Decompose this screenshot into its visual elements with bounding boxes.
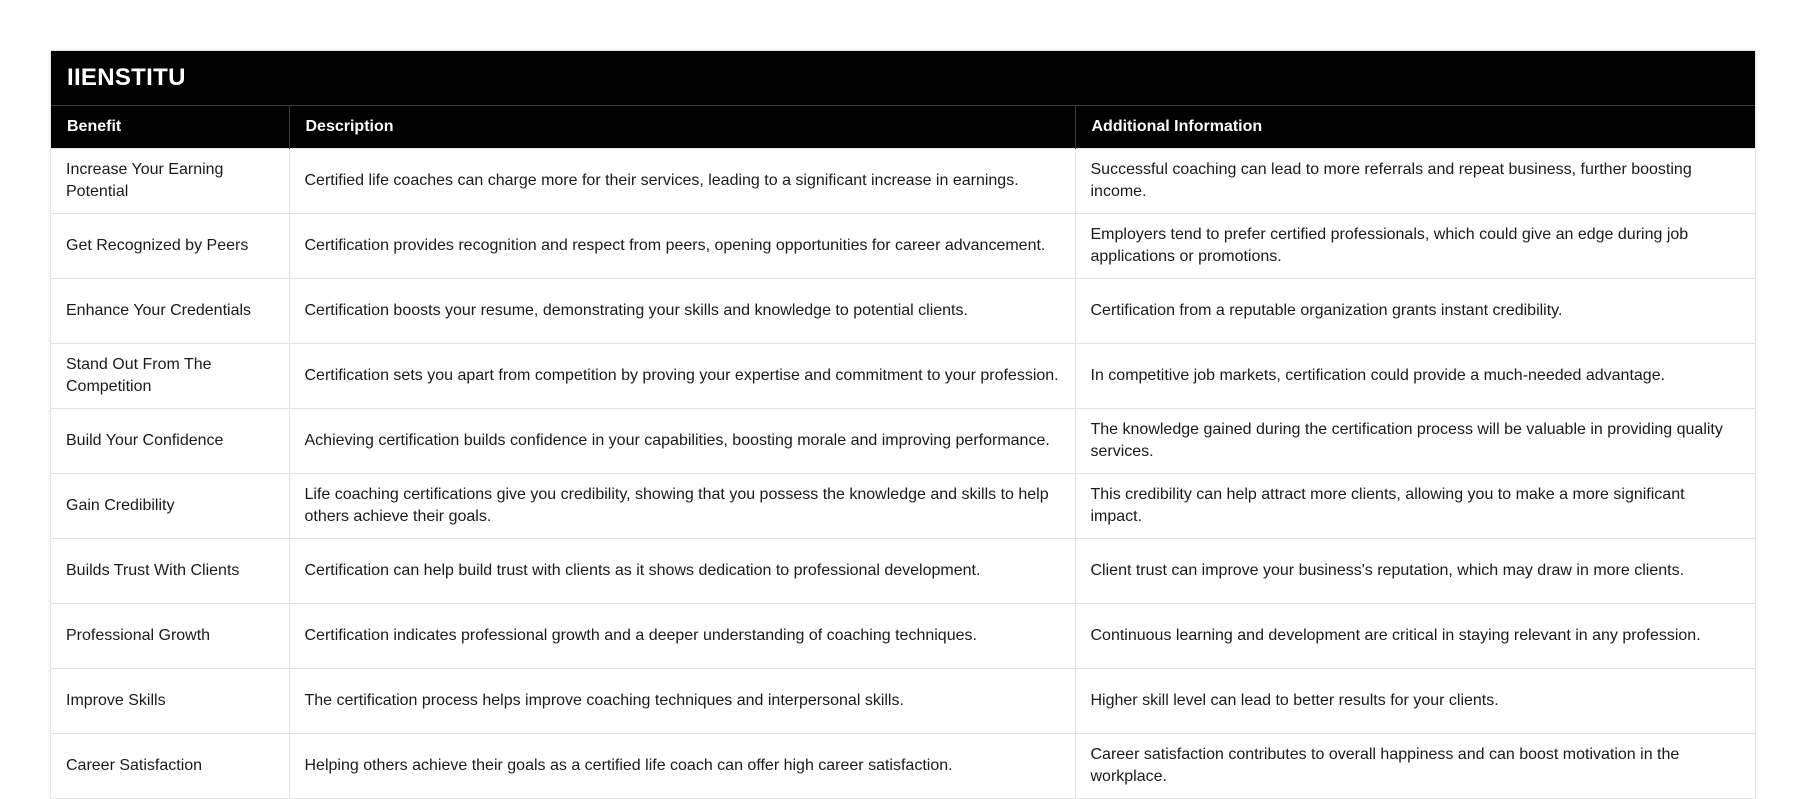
table-row bbox=[51, 669, 1755, 734]
description-cell: Certified life coaches can charge more for their services, leading to a significant increase in earnings. bbox=[289, 149, 1075, 214]
additional-info-cell: Career satisfaction contributes to overall happiness and can boost motivation in the workplace. bbox=[1075, 734, 1755, 799]
description-cell: Certification sets you apart from competition by proving your expertise and commitment to your profession. bbox=[289, 344, 1075, 409]
additional-info-cell: Client trust can improve your business's reputation, which may draw in more clients. bbox=[1075, 539, 1755, 604]
benefit-cell: Get Recognized by Peers bbox=[51, 214, 289, 279]
benefits-table-container bbox=[50, 50, 1756, 799]
benefit-cell: Builds Trust With Clients bbox=[51, 539, 289, 604]
additional-info-cell: Higher skill level can lead to better results for your clients. bbox=[1075, 669, 1755, 734]
table-row bbox=[51, 409, 1755, 474]
column-header-description: Description bbox=[289, 106, 1075, 149]
column-header-additional-information: Additional Information bbox=[1075, 106, 1755, 149]
table-row bbox=[51, 279, 1755, 344]
additional-info-cell: In competitive job markets, certification could provide a much-needed advantage. bbox=[1075, 344, 1755, 409]
description-cell: Life coaching certifications give you credibility, showing that you possess the knowledge and skills to help others achieve their goals. bbox=[289, 474, 1075, 539]
benefit-cell: Stand Out From The Competition bbox=[51, 344, 289, 409]
benefit-cell: Professional Growth bbox=[51, 604, 289, 669]
description-cell: Certification can help build trust with clients as it shows dedication to professional development. bbox=[289, 539, 1075, 604]
benefit-cell: Enhance Your Credentials bbox=[51, 279, 289, 344]
description-cell: Certification indicates professional growth and a deeper understanding of coaching techniques. bbox=[289, 604, 1075, 669]
table-row bbox=[51, 474, 1755, 539]
benefit-cell: Increase Your Earning Potential bbox=[51, 149, 289, 214]
table-row bbox=[51, 149, 1755, 214]
table-row bbox=[51, 539, 1755, 604]
column-header-benefit: Benefit bbox=[51, 106, 289, 149]
description-cell: Helping others achieve their goals as a certified life coach can offer high career satisfaction. bbox=[289, 734, 1075, 799]
description-cell: Certification boosts your resume, demonstrating your skills and knowledge to potential clients. bbox=[289, 279, 1075, 344]
table-row bbox=[51, 604, 1755, 669]
table-row bbox=[51, 344, 1755, 409]
additional-info-cell: Continuous learning and development are critical in staying relevant in any profession. bbox=[1075, 604, 1755, 669]
benefit-cell: Gain Credibility bbox=[51, 474, 289, 539]
description-cell: Achieving certification builds confidence in your capabilities, boosting morale and improving performance. bbox=[289, 409, 1075, 474]
benefits-table bbox=[51, 51, 1755, 798]
additional-info-cell: Successful coaching can lead to more referrals and repeat business, further boosting income. bbox=[1075, 149, 1755, 214]
additional-info-cell: Employers tend to prefer certified professionals, which could give an edge during job applications or promotions. bbox=[1075, 214, 1755, 279]
benefit-cell: Career Satisfaction bbox=[51, 734, 289, 799]
description-cell: Certification provides recognition and respect from peers, opening opportunities for career advancement. bbox=[289, 214, 1075, 279]
table-row bbox=[51, 734, 1755, 799]
description-cell: The certification process helps improve coaching techniques and interpersonal skills. bbox=[289, 669, 1075, 734]
benefit-cell: Improve Skills bbox=[51, 669, 289, 734]
additional-info-cell: Certification from a reputable organization grants instant credibility. bbox=[1075, 279, 1755, 344]
additional-info-cell: This credibility can help attract more clients, allowing you to make a more significant impact. bbox=[1075, 474, 1755, 539]
brand-row bbox=[51, 51, 1755, 106]
benefit-cell: Build Your Confidence bbox=[51, 409, 289, 474]
additional-info-cell: The knowledge gained during the certification process will be valuable in providing quality services. bbox=[1075, 409, 1755, 474]
brand-title: IIENSTITU bbox=[51, 51, 1755, 106]
table-row bbox=[51, 214, 1755, 279]
header-row bbox=[51, 106, 1755, 149]
